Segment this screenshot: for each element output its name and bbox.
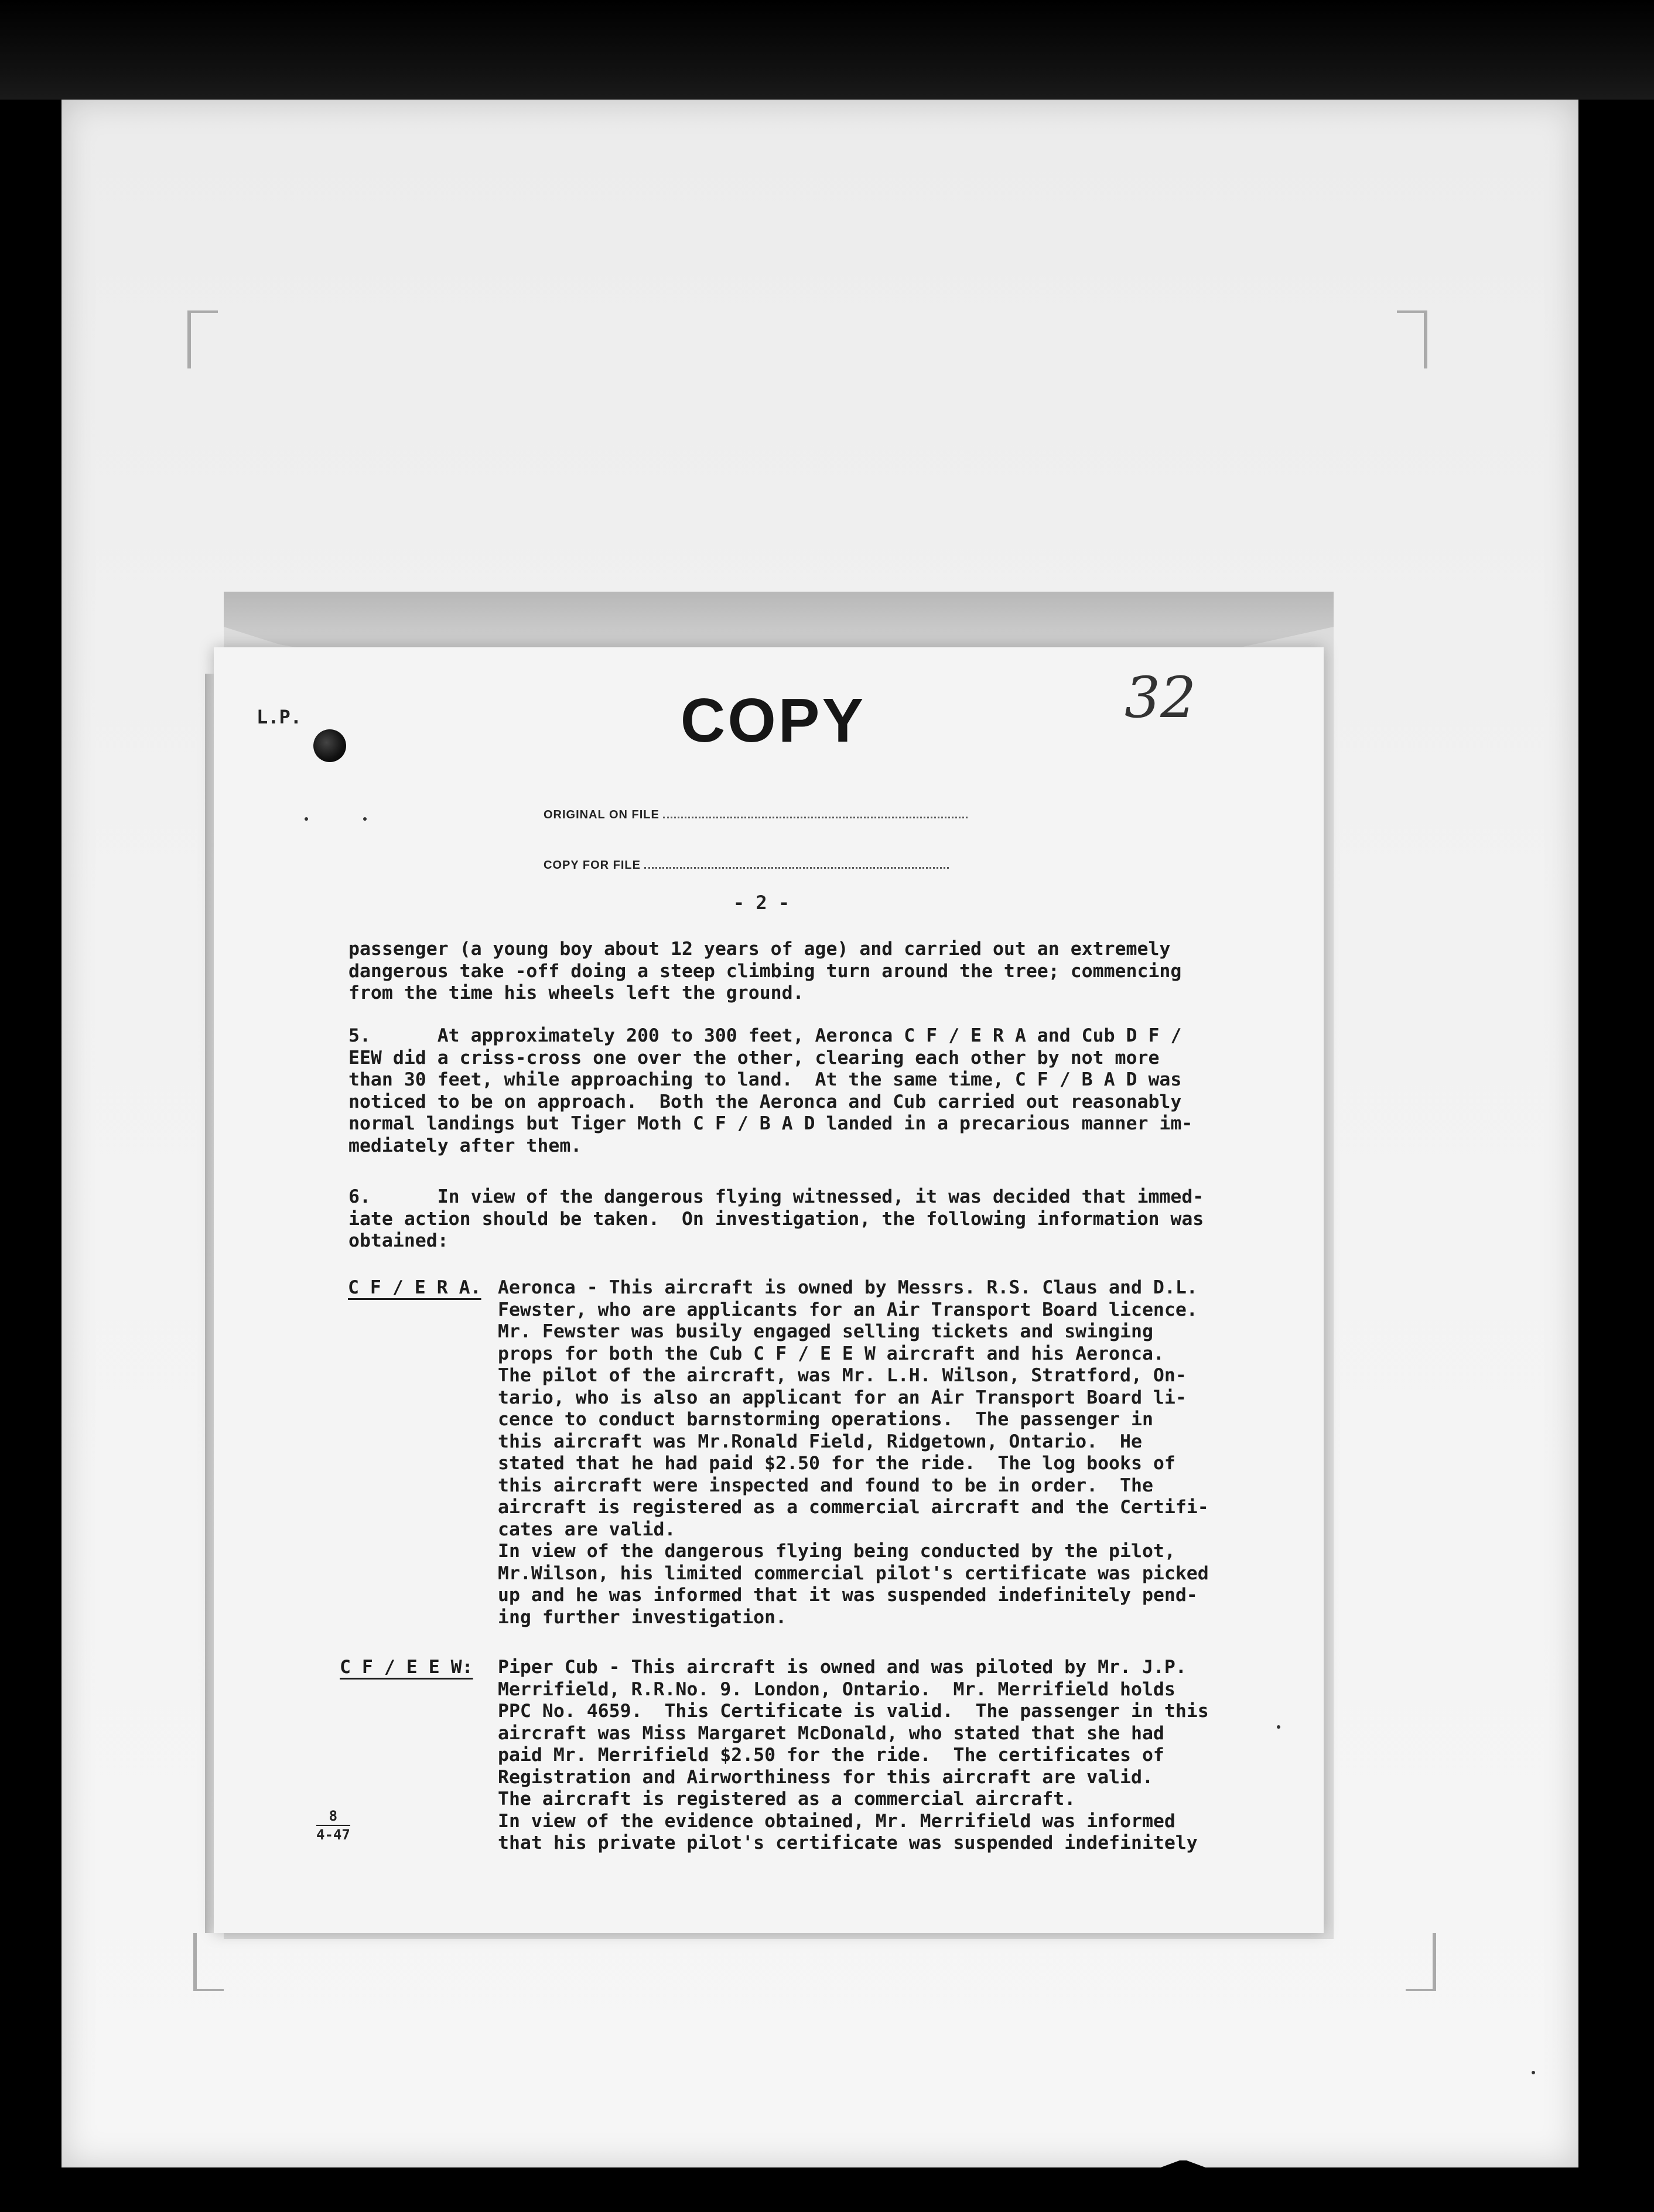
scan-speck (363, 817, 367, 821)
original-on-file-label: ORIGINAL ON FILE (544, 808, 659, 821)
punch-hole (313, 729, 346, 762)
initials-mark: L.P. (257, 706, 302, 728)
crop-mark-top-right (1397, 310, 1427, 368)
form-code (316, 1807, 350, 1844)
scan-speck (1277, 1725, 1280, 1729)
copy-stamp: COPY (680, 686, 866, 755)
page-number: - 2 - (733, 892, 790, 914)
registration-label-eew: C F / E E W: (340, 1657, 473, 1678)
paragraph-continuation: passenger (a young boy about 12 years of age) and carried out an extremely dangerous take -off doing a steep climbing turn around the tree; commencing from the time his wheels left the ground. (348, 938, 1182, 1003)
form-number: 8 (316, 1807, 350, 1826)
dotted-fill-line (663, 808, 968, 818)
dotted-fill-line (644, 859, 949, 869)
aeronca-description: Aeronca - This aircraft is owned by Messrs. R.S. Claus and D.L. Fewster, who are applicants for an Air Transport Board licence. Mr. Fewster was busily engaged selling tickets and swinging props for both the Cub C F / E E W aircraft and his Aeronca. The pilot of the aircraft, was Mr. L.H. Wilson, Stratford, On- tario, who is also an applicant for an Air Transport Board li- cence to conduct barnstorming operations. The passenger in this aircraft was Mr.Ronald Field, Ridgetown, Ontario. He stated that he had paid $2.50 for the ride. The log books of this aircraft were inspected and found to be in order. The aircraft is registered as a commercial aircraft and the Certifi- cates are valid. In view of the dangerous flying being conducted by the pilot, Mr.Wilson, his limited commercial pilot's certificate was picked up and he was informed that it was suspended indefinitely pend- ing further investigation. (498, 1277, 1209, 1628)
paragraph-6: 6. In view of the dangerous flying witnessed, it was decided that immed- iate action should be taken. On investigation, the following information was obtained: (348, 1186, 1204, 1251)
registration-label-era: C F / E R A. (348, 1277, 481, 1298)
crop-mark-bottom-right (1406, 1933, 1436, 1991)
crop-mark-top-left (187, 310, 218, 368)
copy-for-file-line (544, 859, 949, 872)
scan-top-border (0, 0, 1654, 100)
piper-cub-description: Piper Cub - This aircraft is owned and was piloted by Mr. J.P. Merrifield, R.R.No. 9. London, Ontario. Mr. Merrifield holds PPC No. 4659. This Certificate is valid. The passenger in this aircraft was Miss Margaret McDonald, who stated that she had paid Mr. Merrifield $2.50 for the ride. The certificates of Registration and Airworthiness for this aircraft are valid. The aircraft is registered as a commercial aircraft. In view of the evidence obtained, Mr. Merrifield was informed that his private pilot's certificate was suspended indefinitely (498, 1657, 1209, 1853)
original-on-file-line (544, 808, 968, 822)
scan-speck (1532, 2071, 1535, 2074)
scan-speck (305, 817, 308, 821)
form-date: 4-47 (316, 1827, 350, 1843)
crop-mark-bottom-left (193, 1933, 224, 1991)
paragraph-5: 5. At approximately 200 to 300 feet, Aeronca C F / E R A and Cub D F / EEW did a criss-cross one over the other, clearing each other by not more than 30 feet, while approaching to land. At the same time, C F / B A D was noticed to be on approach. Both the Aeronca and Cub carried out reasonably normal landings but Tiger Moth C F / B A D landed in a precarious manner im- mediately after them. (348, 1025, 1193, 1156)
scan-bottom-border (0, 2167, 1654, 2212)
copy-for-file-label: COPY FOR FILE (544, 859, 641, 872)
handwritten-page-number: 32 (1125, 665, 1197, 730)
